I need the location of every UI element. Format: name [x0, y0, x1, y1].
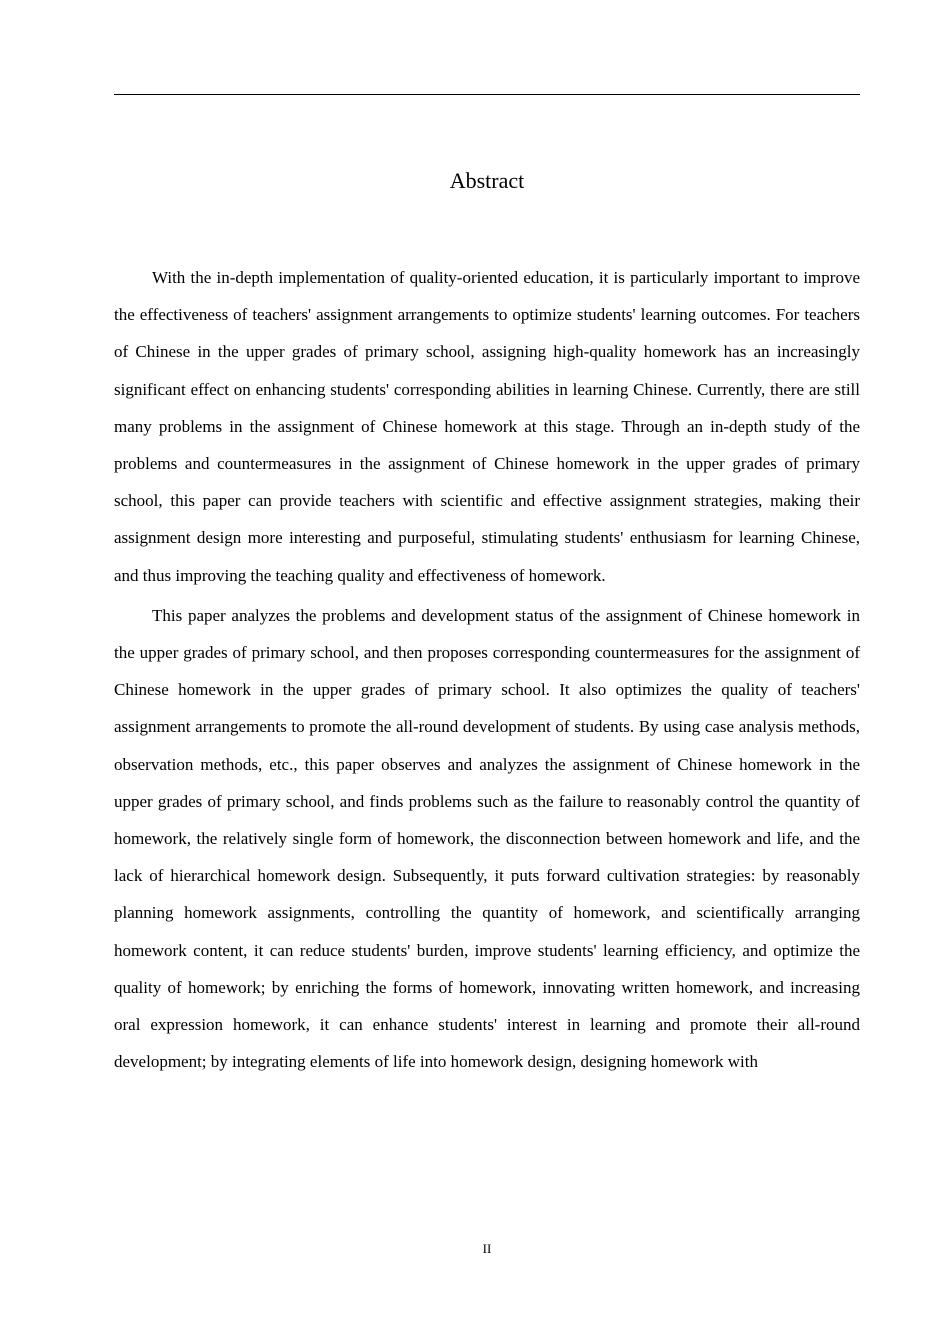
page-number: II [482, 1241, 492, 1256]
header-rule [114, 94, 860, 95]
abstract-paragraph-1: With the in-depth implementation of quality-oriented education, it is particularly important to improve the effectiveness of teachers' assignment arrangements to optimize students' learning outcomes. For teachers of Chinese in the upper grades of primary school, assigning high-quality homework has an increasingly significant effect on enhancing students' corresponding abilities in learning Chinese. Currently, there are still many problems in the assignment of Chinese homework at this stage. Through an in-depth study of the problems and countermeasures in the assignment of Chinese homework in the upper grades of primary school, this paper can provide teachers with scientific and effective assignment strategies, making their assignment design more interesting and purposeful, stimulating students' enthusiasm for learning Chinese, and thus improving the teaching quality and effectiveness of homework. [114, 268, 860, 585]
abstract-body [114, 259, 860, 1083]
abstract-title: Abstract [449, 168, 525, 193]
abstract-paragraph-2: This paper analyzes the problems and development status of the assignment of Chinese homework in the upper grades of primary school, and then proposes corresponding countermeasures for the assignment of Chinese homework in the upper grades of primary school. It also optimizes the quality of teachers' assignment arrangements to promote the all-round development of students. By using case analysis methods, observation methods, etc., this paper observes and analyzes the assignment of Chinese homework in the upper grades of primary school, and finds problems such as the failure to reasonably control the quantity of homework, the relatively single form of homework, the disconnection between homework and life, and the lack of hierarchical homework design. Subsequently, it puts forward cultivation strategies: by reasonably planning homework assignments, controlling the quantity of homework, and scientifically arranging homework content, it can reduce students' burden, improve students' learning efficiency, and optimize the quality of homework; by enriching the forms of homework, innovating written homework, and increasing oral expression homework, it can enhance students' interest in learning and promote their all-round development; by integrating elements of life into homework design, designing homework with [114, 605, 860, 1072]
